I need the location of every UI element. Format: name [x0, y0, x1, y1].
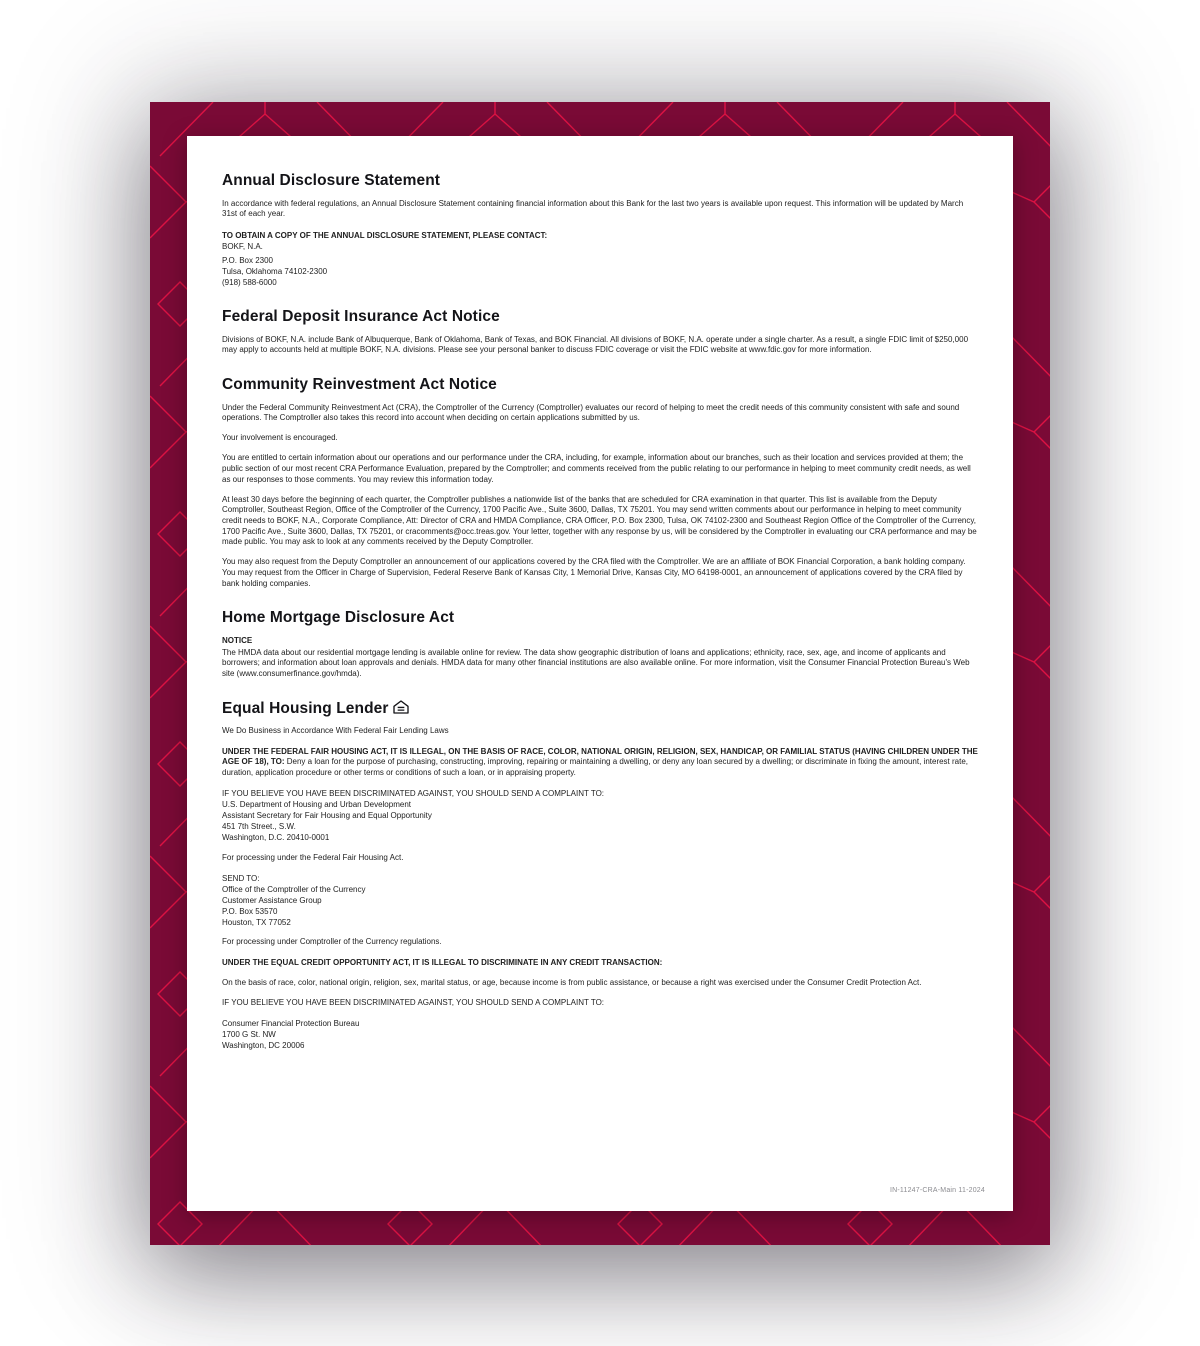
cra-paragraph-2: Your involvement is encouraged.: [222, 433, 338, 443]
ehl-ecoa-bold: UNDER THE EQUAL CREDIT OPPORTUNITY ACT, IT IS ILLEGAL TO DISCRIMINATE IN ANY CREDIT TRANSACTION:: [222, 957, 663, 967]
ehl-complaint-label-2: IF YOU BELIEVE YOU HAVE BEEN DISCRIMINATED AGAINST, YOU SHOULD SEND A COMPLAINT TO:: [222, 997, 605, 1007]
cra-paragraph-4: At least 30 days before the beginning of each quarter, the Comptroller publishes a nationwide list of the banks that are scheduled for CRA examination in that quarter. This list is available from the Deputy Comptroller, Southeast Region, Office of the Comptroller of the Currency, 1700 Pacific Ave., Suite 3600, Dallas, TX 75201. You may send written comments about our performance in helping to meet community credit needs to BOKF, N.A., Corporate Compliance, Att: Director of CRA and HMDA Compliance, CRA Officer, P.O. Box 2300, Tulsa, OK 74102-2300 and Southeast Region Office of the Comptroller of the Currency, 1700 Pacific Ave., Suite 3600, Dallas, TX 75201, or cracomments@occ.treas.gov. Your letter, together with any response by us, will be considered by the Comptroller in evaluating our CRA performance and may be made public. You may ask to look at any comments received by the Deputy Comptroller.: [222, 494, 977, 547]
hmda-paragraph: The HMDA data about our residential mortgage lending is available online for review. The data show geographic distribution of loans and applications; ethnicity, race, sex, age, and income of applicants and borrowers; and information about loan approvals and denials. HMDA data for many other financial institutions are also available online. For more information, visit the Consumer Financial Protection Bureau's Web site (www.consumerfinance.gov/hmda).: [222, 647, 970, 679]
annual-address-line: P.O. Box 2300: [222, 255, 273, 265]
annual-address-line: (918) 588-6000: [222, 277, 277, 287]
ehl-send-to-label: SEND TO:: [222, 873, 260, 883]
ehl-fair-housing-text: Deny a loan for the purpose of purchasing, constructing, improving, repairing or maintaining a dwelling, or deny any loan secured by a dwelling; or discriminate in fixing the amount, interest rate, duration, application procedure or other terms or conditions of such a loan, or in appraising property.: [222, 757, 969, 777]
ehl-tagline: We Do Business in Accordance With Federal Fair Lending Laws: [222, 726, 449, 736]
ehl-ecoa-text: On the basis of race, color, national origin, religion, sex, marital status, or age, because income is from public assistance, or because a right was exercised under the Consumer Credit Protection Act.: [222, 977, 922, 987]
cfpb-address-line: 1700 G St. NW: [222, 1029, 276, 1039]
hud-address-line: 451 7th Street., S.W.: [222, 822, 296, 832]
section-heading-hmda: Home Mortgage Disclosure Act: [222, 609, 455, 627]
occ-address-line: Houston, TX 77052: [222, 917, 291, 927]
hud-address-line: Assistant Secretary for Fair Housing and Equal Opportunity: [222, 811, 432, 821]
occ-address-line: Customer Assistance Group: [222, 895, 322, 905]
fdic-paragraph: Divisions of BOKF, N.A. include Bank of Albuquerque, Bank of Oklahoma, Bank of Texas, and BOK Financial. All divisions of BOKF, N.A. operate under a single charter. As a result, a single FDIC limit of $250,000 may apply to accounts held at multiple BOKF, N.A. divisions. Please see your personal banker to discuss FDIC coverage or visit the FDIC website at www.fdic.gov for more information.: [222, 334, 969, 355]
document-page: [187, 136, 1013, 1211]
annual-address-line: Tulsa, Oklahoma 74102-2300: [222, 266, 328, 276]
section-heading-annual-disclosure: Annual Disclosure Statement: [222, 172, 441, 189]
section-heading-equal-housing-lender: [222, 700, 978, 718]
cra-paragraph-1: Under the Federal Community Reinvestment Act (CRA), the Comptroller of the Currency (Comptroller) evaluates our record of helping to meet the credit needs of this community consistent with safe and sound operations. The Comptroller also takes this record into account when deciding on certain applications submitted by us.: [222, 402, 960, 423]
annual-disclosure-paragraph: In accordance with federal regulations, an Annual Disclosure Statement containing financial information about this Bank for the last two years is available upon request. This information will be updated by March 31st of each year.: [222, 198, 964, 219]
ehl-cfpb-block: [222, 1018, 978, 1051]
occ-address-line: P.O. Box 53570: [222, 906, 278, 916]
section-heading-fdic-notice: Federal Deposit Insurance Act Notice: [222, 307, 500, 325]
hud-address-line: U.S. Department of Housing and Urban Development: [222, 800, 411, 809]
annual-contact-name: BOKF, N.A.: [222, 241, 263, 251]
document-code: IN-11247-CRA-Main 11-2024: [889, 1186, 985, 1194]
cra-paragraph-5: You may also request from the Deputy Comptroller an announcement of our applications covered by the CRA filed with the Comptroller. We are an affiliate of BOK Financial Corporation, a bank holding company. You may request from the Officer in Charge of Supervision, Federal Reserve Bank of Kansas City, 1 Memorial Drive, Kansas City, MO 64198-0001, an announcement of applications covered by the CRA filed by bank holding companies.: [222, 557, 966, 588]
cra-paragraph-3: You are entitled to certain information about our operations and our performance under the CRA, including, for example, information about our branches, such as their location and services provided at them; the public section of our most recent CRA Performance Evaluation, prepared by the Comptroller; and comments received from the public relating to our performance in helping to meet community credit needs, as well as our responses to those comments. You may review this information today.: [222, 453, 971, 484]
brand-backdrop: [150, 102, 1050, 1245]
ehl-fair-housing-bold: UNDER THE FEDERAL FAIR HOUSING ACT, IT IS ILLEGAL, ON THE BASIS OF RACE, COLOR, NATIONAL ORIGIN, RELIGION, SEX, HANDICAP, OR FAMILIAL STATUS (HAVING CHILDREN UNDER THE AGE OF 18), TO:: [222, 746, 978, 767]
hmda-notice-label: NOTICE: [222, 636, 253, 646]
ehl-complaint-label-1: IF YOU BELIEVE YOU HAVE BEEN DISCRIMINATED AGAINST, YOU SHOULD SEND A COMPLAINT TO:: [222, 788, 605, 798]
cfpb-address-line: Washington, DC 20006: [222, 1040, 305, 1050]
ehl-occ-processing: For processing under Comptroller of the Currency regulations.: [222, 937, 442, 947]
equal-housing-heading-text: Equal Housing Lender: [222, 699, 389, 717]
occ-address-line: Office of the Comptroller of the Currency: [222, 884, 366, 894]
annual-contact-block: [222, 230, 978, 288]
ehl-fha-processing: For processing under the Federal Fair Housing Act.: [222, 852, 404, 862]
hud-address-line: Washington, D.C. 20410-0001: [222, 833, 330, 843]
equal-housing-icon: [393, 700, 409, 714]
annual-contact-label: TO OBTAIN A COPY OF THE ANNUAL DISCLOSURE STATEMENT, PLEASE CONTACT:: [222, 230, 548, 240]
section-heading-cra-notice: Community Reinvestment Act Notice: [222, 375, 497, 393]
ehl-hud-complaint-block: [222, 788, 978, 843]
cfpb-address-line: Consumer Financial Protection Bureau: [222, 1018, 360, 1028]
ehl-occ-send-block: [222, 873, 978, 928]
ehl-fair-housing-paragraph: [222, 747, 978, 779]
